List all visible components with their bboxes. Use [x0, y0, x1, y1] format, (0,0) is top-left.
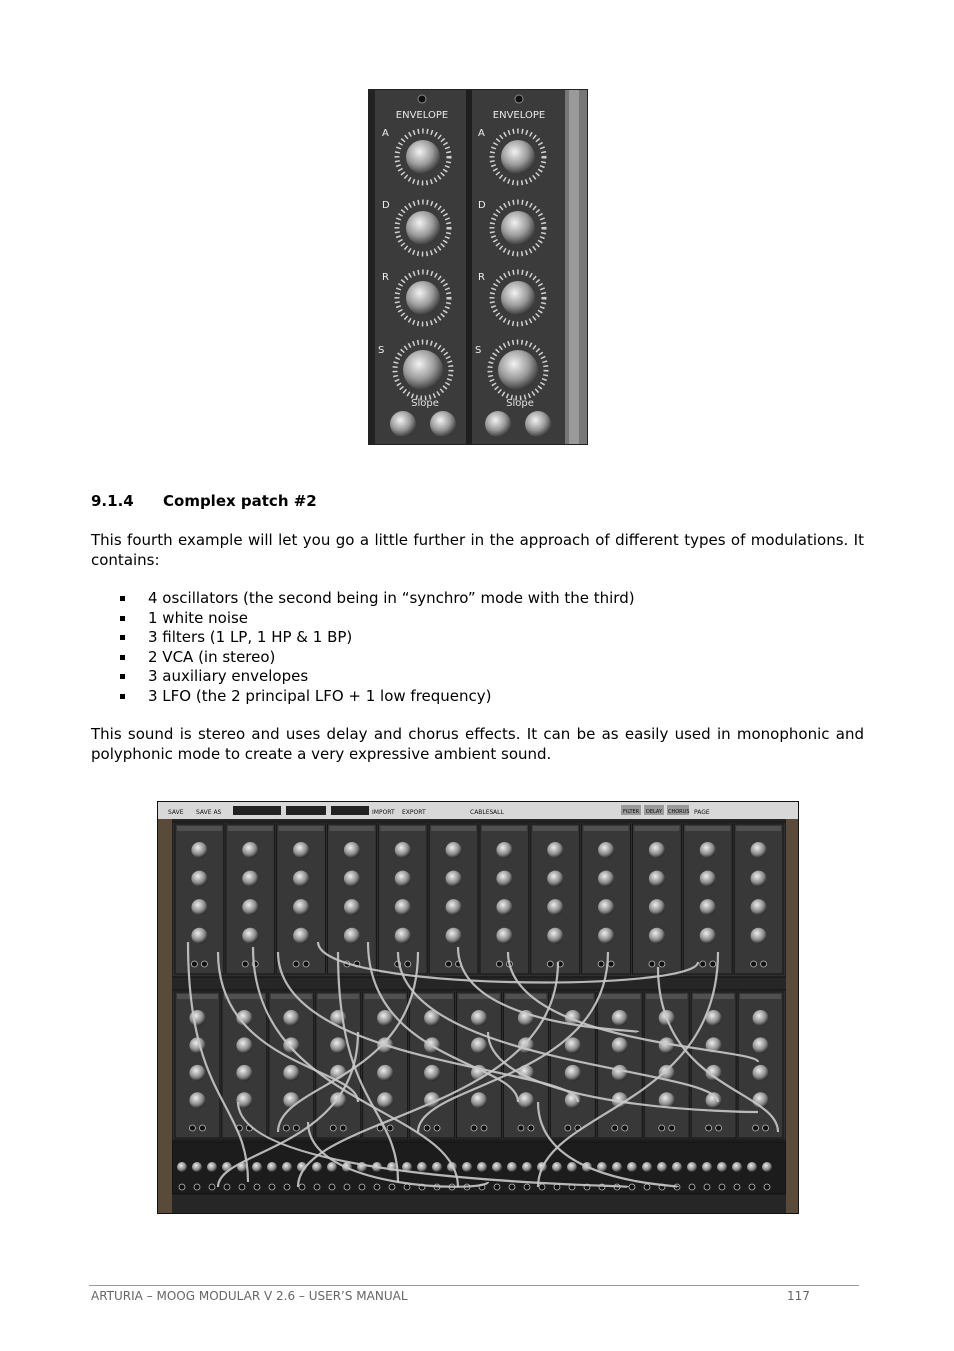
- page-number: 117: [787, 1289, 810, 1303]
- patch-jack[interactable]: [598, 961, 604, 967]
- module-label-left: ENVELOPE: [395, 110, 449, 121]
- patch-screenshot: [158, 802, 798, 1213]
- bottom-module-header: [318, 994, 359, 999]
- patch-knob[interactable]: [189, 1092, 205, 1108]
- patch-knob[interactable]: [330, 1037, 346, 1053]
- mixer-jack[interactable]: [344, 1184, 350, 1190]
- mixer-knob[interactable]: [612, 1162, 622, 1172]
- patch-jack[interactable]: [751, 961, 757, 967]
- mixer-jack[interactable]: [404, 1184, 410, 1190]
- patch-jack[interactable]: [763, 1125, 769, 1131]
- patch-knob[interactable]: [598, 842, 614, 858]
- mixer-knob[interactable]: [252, 1162, 262, 1172]
- mixer-knob[interactable]: [702, 1162, 712, 1172]
- patch-jack[interactable]: [565, 1125, 571, 1131]
- mixer-knob[interactable]: [432, 1162, 442, 1172]
- bottom-module-header: [505, 994, 546, 999]
- patch-knob[interactable]: [496, 842, 512, 858]
- svg-text:S: S: [378, 345, 385, 356]
- patch-jack[interactable]: [434, 1125, 440, 1131]
- bottom-module-header: [740, 994, 781, 999]
- complex-patch-figure: [157, 801, 799, 1214]
- patch-jack[interactable]: [471, 1125, 477, 1131]
- svg-text:A: A: [478, 128, 485, 139]
- top-module-header: [635, 826, 680, 831]
- mixer-jack[interactable]: [284, 1184, 290, 1190]
- mixer-jack[interactable]: [524, 1184, 530, 1190]
- mixer-knob[interactable]: [267, 1162, 277, 1172]
- mixer-jack[interactable]: [224, 1184, 230, 1190]
- patch-knob[interactable]: [700, 899, 716, 915]
- cables-label: CABLES: [470, 809, 494, 816]
- patch-knob[interactable]: [283, 1065, 299, 1081]
- patch-jack[interactable]: [199, 1125, 205, 1131]
- patch-knob[interactable]: [344, 871, 360, 887]
- footer-rule: [89, 1285, 859, 1286]
- patch-jack[interactable]: [496, 961, 502, 967]
- patch-jack[interactable]: [424, 1125, 430, 1131]
- patch-knob[interactable]: [236, 1065, 252, 1081]
- patch-jack[interactable]: [716, 1125, 722, 1131]
- mixer-knob[interactable]: [192, 1162, 202, 1172]
- patch-jack[interactable]: [330, 1125, 336, 1131]
- patch-knob[interactable]: [649, 899, 665, 915]
- patch-jack[interactable]: [242, 961, 248, 967]
- patch-knob[interactable]: [293, 871, 309, 887]
- mixer-jack[interactable]: [389, 1184, 395, 1190]
- bullet-square-icon: [120, 674, 125, 679]
- patch-knob[interactable]: [446, 928, 462, 944]
- patch-knob[interactable]: [293, 928, 309, 944]
- mixer-jack[interactable]: [749, 1184, 755, 1190]
- top-module-header: [177, 826, 222, 831]
- mixer-jack[interactable]: [329, 1184, 335, 1190]
- patch-knob[interactable]: [649, 928, 665, 944]
- mixer-knob[interactable]: [552, 1162, 562, 1172]
- patch-knob[interactable]: [446, 899, 462, 915]
- bottom-module-header: [365, 994, 406, 999]
- patch-jack[interactable]: [340, 1125, 346, 1131]
- section-number: 9.1.4: [91, 492, 134, 510]
- mixer-jack[interactable]: [764, 1184, 770, 1190]
- patch-knob[interactable]: [377, 1092, 393, 1108]
- list-item: 3 auxiliary envelopes: [91, 667, 635, 687]
- patch-knob[interactable]: [446, 871, 462, 887]
- patch-knob[interactable]: [191, 842, 207, 858]
- patch-knob[interactable]: [751, 842, 767, 858]
- list-item: 2 VCA (in stereo): [91, 648, 635, 668]
- patch-jack[interactable]: [547, 961, 553, 967]
- mixer-knob[interactable]: [282, 1162, 292, 1172]
- svg-text:D: D: [382, 200, 390, 211]
- save-button[interactable]: SAVE: [168, 809, 184, 816]
- top-module-header: [533, 826, 578, 831]
- mixer-knob[interactable]: [462, 1162, 472, 1172]
- patch-knob[interactable]: [612, 1010, 628, 1026]
- mixer-knob[interactable]: [492, 1162, 502, 1172]
- page-label: PAGE: [694, 809, 710, 816]
- mixer-knob[interactable]: [312, 1162, 322, 1172]
- patch-knob[interactable]: [518, 1092, 534, 1108]
- patch-jack[interactable]: [303, 961, 309, 967]
- patch-knob[interactable]: [751, 871, 767, 887]
- mixer-jack[interactable]: [359, 1184, 365, 1190]
- patch-knob[interactable]: [424, 1065, 440, 1081]
- patch-knob[interactable]: [191, 899, 207, 915]
- patch-knob[interactable]: [612, 1037, 628, 1053]
- svg-text:R: R: [478, 272, 485, 283]
- bottom-module-header: [552, 994, 593, 999]
- patch-knob[interactable]: [344, 928, 360, 944]
- small-knob-right-a[interactable]: [485, 411, 511, 437]
- mixer-jack[interactable]: [314, 1184, 320, 1190]
- patch-jack[interactable]: [669, 1125, 675, 1131]
- mixer-knob[interactable]: [762, 1162, 772, 1172]
- mixer-jack[interactable]: [539, 1184, 545, 1190]
- patch-knob[interactable]: [700, 842, 716, 858]
- footer-title: ARTURIA – MOOG MODULAR V 2.6 – USER’S MANUAL: [91, 1289, 408, 1303]
- mixer-knob[interactable]: [507, 1162, 517, 1172]
- patch-knob[interactable]: [236, 1037, 252, 1053]
- patch-jack[interactable]: [753, 1125, 759, 1131]
- patch-knob[interactable]: [344, 899, 360, 915]
- list-item: 3 LFO (the 2 principal LFO + 1 low frequency): [91, 687, 635, 707]
- mixer-knob[interactable]: [732, 1162, 742, 1172]
- patch-knob[interactable]: [293, 842, 309, 858]
- patch-knob[interactable]: [471, 1010, 487, 1026]
- patch-knob[interactable]: [242, 928, 258, 944]
- mixer-jack[interactable]: [719, 1184, 725, 1190]
- intro-paragraph: This fourth example will let you go a little further in the approach of different types of modulations. It contains:: [91, 531, 864, 569]
- patch-knob[interactable]: [700, 928, 716, 944]
- mixer-knob[interactable]: [657, 1162, 667, 1172]
- patch-jack[interactable]: [608, 961, 614, 967]
- patch-knob[interactable]: [547, 928, 563, 944]
- envelope-modules-figure: [368, 89, 588, 445]
- mixer-knob[interactable]: [522, 1162, 532, 1172]
- bottom-module-header: [599, 994, 640, 999]
- patch-jack[interactable]: [189, 1125, 195, 1131]
- patch-knob[interactable]: [283, 1010, 299, 1026]
- patch-jack[interactable]: [710, 961, 716, 967]
- bullet-square-icon: [120, 694, 125, 699]
- mixer-knob[interactable]: [672, 1162, 682, 1172]
- fx-delay-button[interactable]: DELAY: [646, 809, 662, 815]
- patch-jack[interactable]: [201, 961, 207, 967]
- patch-jack[interactable]: [446, 961, 452, 967]
- bullet-square-icon: [120, 616, 125, 621]
- patch-jack[interactable]: [761, 961, 767, 967]
- patch-knob[interactable]: [496, 928, 512, 944]
- patch-jack[interactable]: [612, 1125, 618, 1131]
- patch-knob[interactable]: [283, 1092, 299, 1108]
- patch-knob[interactable]: [344, 842, 360, 858]
- patch-knob[interactable]: [242, 842, 258, 858]
- patch-jack[interactable]: [293, 961, 299, 967]
- fx-filter-button[interactable]: FILTER: [623, 809, 640, 815]
- mixer-knob[interactable]: [207, 1162, 217, 1172]
- top-module-header: [380, 826, 425, 831]
- mixer-knob[interactable]: [327, 1162, 337, 1172]
- save-as-button[interactable]: SAVE AS: [196, 809, 222, 816]
- patch-knob[interactable]: [547, 871, 563, 887]
- patch-knob[interactable]: [598, 871, 614, 887]
- section-heading: [91, 492, 317, 510]
- patch-knob[interactable]: [191, 928, 207, 944]
- top-module-header: [482, 826, 527, 831]
- bottom-module-header: [271, 994, 312, 999]
- patch-jack[interactable]: [528, 1125, 534, 1131]
- patch-knob[interactable]: [242, 899, 258, 915]
- list-item: 3 filters (1 LP, 1 HP & 1 BP): [91, 628, 635, 648]
- small-knob-left-b[interactable]: [430, 411, 456, 437]
- mixer-knob[interactable]: [417, 1162, 427, 1172]
- patch-knob[interactable]: [191, 871, 207, 887]
- mixer-jack[interactable]: [209, 1184, 215, 1190]
- patch-knob[interactable]: [547, 842, 563, 858]
- patch-knob[interactable]: [377, 1065, 393, 1081]
- patch-jack[interactable]: [191, 961, 197, 967]
- bullet-square-icon: [120, 655, 125, 660]
- section-title: Complex patch #2: [163, 492, 317, 510]
- mixer-jack[interactable]: [299, 1184, 305, 1190]
- svg-text:Slope: Slope: [411, 398, 439, 409]
- mixer-jack[interactable]: [239, 1184, 245, 1190]
- patch-jack[interactable]: [387, 1125, 393, 1131]
- svg-text:Slope: Slope: [506, 398, 534, 409]
- patch-knob[interactable]: [649, 871, 665, 887]
- patch-jack[interactable]: [481, 1125, 487, 1131]
- cables-all-button[interactable]: ALL: [493, 809, 504, 816]
- svg-text:S: S: [475, 345, 482, 356]
- svg-text:A: A: [382, 128, 389, 139]
- patch-jack[interactable]: [283, 1125, 289, 1131]
- patch-knob[interactable]: [496, 871, 512, 887]
- patch-knob[interactable]: [612, 1065, 628, 1081]
- mixer-knob[interactable]: [747, 1162, 757, 1172]
- top-module-header: [330, 826, 375, 831]
- import-button[interactable]: IMPORT: [372, 809, 395, 816]
- patch-knob[interactable]: [751, 928, 767, 944]
- patch-knob[interactable]: [189, 1065, 205, 1081]
- patch-knob[interactable]: [565, 1065, 581, 1081]
- export-button[interactable]: EXPORT: [402, 809, 426, 816]
- bullet-square-icon: [120, 596, 125, 601]
- mixer-knob[interactable]: [177, 1162, 187, 1172]
- list-item: 4 oscillators (the second being in “synchro” mode with the third): [91, 589, 635, 609]
- patch-jack[interactable]: [649, 961, 655, 967]
- svg-text:R: R: [382, 272, 389, 283]
- patch-knob[interactable]: [753, 1037, 769, 1053]
- patch-jack[interactable]: [700, 961, 706, 967]
- mixer-jack[interactable]: [644, 1184, 650, 1190]
- patch-knob[interactable]: [471, 1092, 487, 1108]
- mixer-knob[interactable]: [627, 1162, 637, 1172]
- fx-chorus-button[interactable]: CHORUS: [668, 809, 690, 815]
- patch-knob[interactable]: [395, 928, 411, 944]
- patch-knob[interactable]: [700, 871, 716, 887]
- top-module-header: [431, 826, 476, 831]
- patch-jack[interactable]: [405, 961, 411, 967]
- patch-knob[interactable]: [751, 899, 767, 915]
- mixer-knob[interactable]: [642, 1162, 652, 1172]
- top-module-header: [228, 826, 273, 831]
- mixer-jack[interactable]: [269, 1184, 275, 1190]
- bottom-module-header: [224, 994, 265, 999]
- mixer-jack[interactable]: [254, 1184, 260, 1190]
- mixer-jack[interactable]: [494, 1184, 500, 1190]
- mixer-jack[interactable]: [374, 1184, 380, 1190]
- patch-knob[interactable]: [395, 842, 411, 858]
- bottom-module-header: [646, 994, 687, 999]
- patch-knob[interactable]: [496, 899, 512, 915]
- mixer-jack[interactable]: [179, 1184, 185, 1190]
- module-label-right: ENVELOPE: [492, 110, 546, 121]
- closing-paragraph: This sound is stereo and uses delay and chorus effects. It can be as easily used in monophonic and polyphonic mode to create a very expressive ambient sound.: [91, 725, 864, 763]
- svg-text:D: D: [478, 200, 486, 211]
- bullet-square-icon: [120, 635, 125, 640]
- patch-knob[interactable]: [598, 928, 614, 944]
- patch-knob[interactable]: [753, 1010, 769, 1026]
- patch-jack[interactable]: [706, 1125, 712, 1131]
- patch-jack[interactable]: [518, 1125, 524, 1131]
- patch-knob[interactable]: [395, 871, 411, 887]
- mixer-jack[interactable]: [689, 1184, 695, 1190]
- mixer-jack[interactable]: [704, 1184, 710, 1190]
- patch-jack[interactable]: [659, 1125, 665, 1131]
- bottom-module-header: [177, 994, 218, 999]
- patch-knob[interactable]: [547, 899, 563, 915]
- patch-knob[interactable]: [598, 899, 614, 915]
- patch-jack[interactable]: [293, 1125, 299, 1131]
- envelope-modules-image: [369, 90, 587, 444]
- patch-jack[interactable]: [659, 961, 665, 967]
- top-module-header: [279, 826, 324, 831]
- patch-knob[interactable]: [293, 899, 309, 915]
- mixer-knob[interactable]: [687, 1162, 697, 1172]
- top-module-header: [736, 826, 781, 831]
- component-list: [91, 589, 635, 706]
- patch-knob[interactable]: [446, 842, 462, 858]
- mixer-knob[interactable]: [477, 1162, 487, 1172]
- mixer-jack[interactable]: [629, 1184, 635, 1190]
- small-knob-left-a[interactable]: [390, 411, 416, 437]
- mixer-jack[interactable]: [194, 1184, 200, 1190]
- list-item: 1 white noise: [91, 609, 635, 629]
- small-knob-right-b[interactable]: [525, 411, 551, 437]
- patch-knob[interactable]: [753, 1065, 769, 1081]
- mixer-knob[interactable]: [567, 1162, 577, 1172]
- patch-knob[interactable]: [471, 1037, 487, 1053]
- top-module-header: [685, 826, 730, 831]
- patch-knob[interactable]: [649, 842, 665, 858]
- mixer-knob[interactable]: [717, 1162, 727, 1172]
- patch-jack[interactable]: [622, 1125, 628, 1131]
- patch-knob[interactable]: [242, 871, 258, 887]
- mixer-jack[interactable]: [734, 1184, 740, 1190]
- patch-knob[interactable]: [395, 899, 411, 915]
- top-module-header: [584, 826, 629, 831]
- mixer-jack[interactable]: [509, 1184, 515, 1190]
